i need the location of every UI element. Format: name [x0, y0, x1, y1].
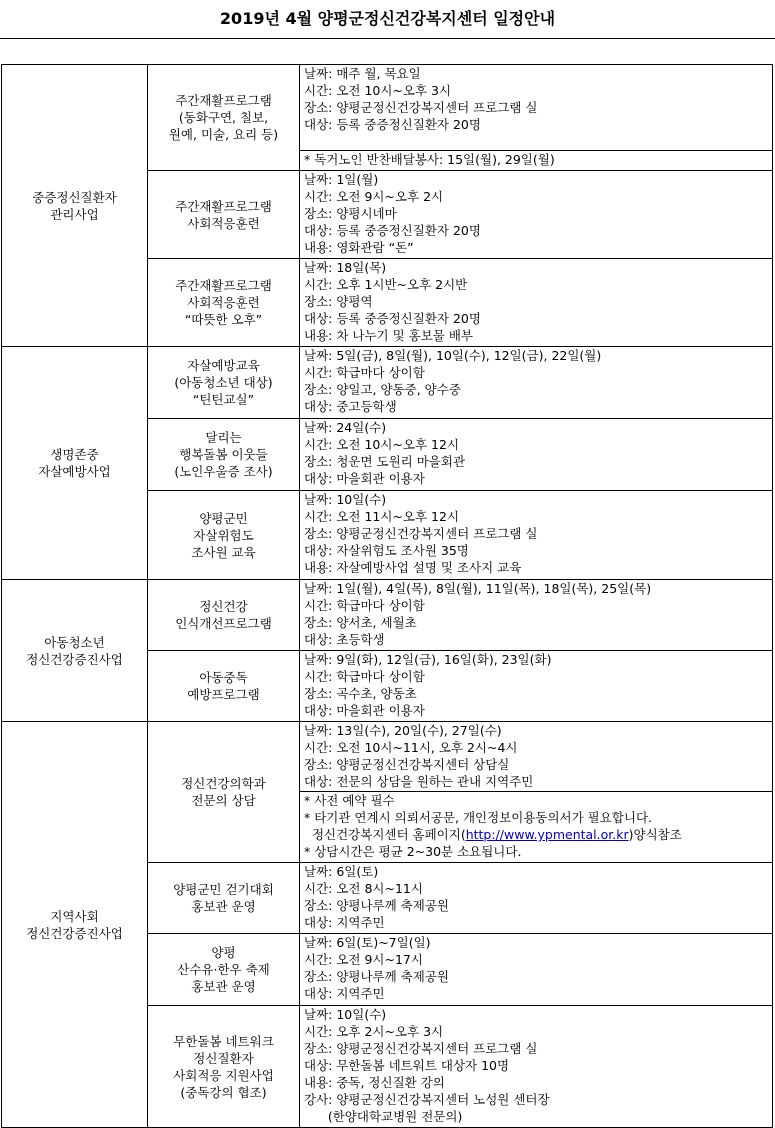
- detail-line: 대상: 무한돌봄 네트워트 대상자 10명: [304, 1058, 510, 1073]
- detail-line: 시간: 오전 10시~오후 3시: [304, 83, 452, 98]
- program-name-line: 조사원 교육: [191, 544, 256, 560]
- program-name-line: 양평군민 걷기대회: [173, 882, 274, 897]
- program-name-line: 전문의 상담: [191, 793, 256, 808]
- detail-line: 시간: 오전 8시~11시: [304, 881, 423, 896]
- note-text: )양식참조: [628, 827, 682, 842]
- program-name-line: 원예, 미술, 요리 등): [168, 127, 279, 142]
- detail-line: 날짜: 5일(금), 8일(월), 10일(수), 12일(금), 22일(월): [304, 348, 602, 363]
- program-name-cell: [148, 347, 300, 419]
- detail-line: 대상: 마을회관 이용자: [304, 471, 425, 486]
- program-name-line: 양평군민: [199, 510, 248, 526]
- detail-line: 장소: 양평군정신건강복지센터 프로그램 실: [304, 100, 538, 115]
- note-line: * 사전 예약 필수: [304, 793, 395, 808]
- detail-line: 대상: 등록 중증정신질환자 20명: [304, 311, 481, 326]
- table-row: [2, 65, 773, 151]
- program-details-cell: [300, 934, 773, 1006]
- detail-line: 시간: 오후 1시반~오후 2시반: [304, 277, 468, 292]
- program-name-line: “틴틴교실”: [192, 392, 255, 407]
- program-name-line: 행복돌봄 이웃들: [179, 447, 268, 462]
- detail-line: 날짜: 13일(수), 20일(수), 27일(수): [304, 723, 502, 738]
- program-details-cell: [300, 65, 773, 151]
- program-name-line: 주간재활프로그램: [175, 93, 272, 108]
- detail-line: 내용: 중독, 정신질환 강의: [304, 1075, 445, 1090]
- program-details-cell: [300, 259, 773, 347]
- program-name-line: (아동청소년 대상): [174, 375, 273, 390]
- program-name-line: “따뜻한 오후”: [184, 312, 263, 327]
- program-name-line: 정신질환자: [193, 1050, 254, 1066]
- program-name-line: 아동중독: [199, 670, 248, 685]
- program-name-cell: [148, 65, 300, 171]
- program-name-line: 홍보관 운영: [191, 979, 256, 994]
- detail-line: 날짜: 10일(수): [304, 492, 387, 507]
- detail-line: 장소: 양평나루께 축제공원: [304, 969, 449, 984]
- detail-line: 대상: 지역주민: [304, 986, 385, 1001]
- detail-line: 대상: 등록 중증정신질환자 20명: [304, 223, 481, 238]
- program-notes-cell: [300, 792, 773, 863]
- program-name-line: 무한돌봄 네트워크: [173, 1033, 274, 1049]
- detail-line: 날짜: 18일(목): [304, 260, 387, 275]
- detail-line: 시간: 오전 9시~17시: [304, 952, 423, 967]
- detail-line: 날짜: 매주 월, 목요일: [304, 66, 421, 81]
- program-name-line: 사회적응 지원사업: [173, 1067, 274, 1083]
- program-notes-cell: [300, 151, 773, 171]
- homepage-link[interactable]: http://www.ypmental.or.kr: [465, 827, 629, 842]
- detail-line: 내용: 자살예방사업 설명 및 조사지 교육: [304, 560, 522, 575]
- program-name-cell: [148, 934, 300, 1006]
- note-line: * 타기관 연계시 의뢰서공문, 개인정보이용동의서가 필요합니다.: [304, 810, 653, 825]
- program-name-cell: [148, 580, 300, 651]
- program-name-line: 달리는: [205, 430, 242, 445]
- program-name-line: 주간재활프로그램: [175, 198, 272, 214]
- program-name-cell: [148, 863, 300, 934]
- detail-line: 시간: 오전 10시~오후 12시: [304, 437, 460, 452]
- program-details-cell: [300, 863, 773, 934]
- program-name-line: 사회적응훈련: [187, 215, 260, 231]
- program-details-cell: [300, 1006, 773, 1128]
- program-name-cell: [148, 491, 300, 580]
- schedule-table: [1, 64, 773, 1128]
- program-name-line: (중독강의 협조): [180, 1084, 267, 1100]
- table-row: [2, 722, 773, 792]
- detail-line: 시간: 오전 9시~오후 2시: [304, 189, 444, 204]
- detail-line: (한양대학교병원 전문의): [304, 1109, 463, 1124]
- program-name-cell: [148, 259, 300, 347]
- program-name-line: 자살위험도: [193, 527, 254, 543]
- detail-line: 장소: 청운면 도원리 마을회관: [304, 454, 466, 469]
- category-label: 생명존중: [50, 447, 99, 462]
- detail-line: 시간: 학급마다 상이함: [304, 598, 425, 613]
- program-details-cell: [300, 491, 773, 580]
- program-name-line: 정신건강의학과: [181, 776, 266, 791]
- category-cell: [2, 580, 148, 722]
- detail-line: 강사: 양평군정신건강복지센터 노성원 센터장: [304, 1092, 550, 1107]
- detail-line: 장소: 양평군정신건강복지센터 프로그램 실: [304, 1041, 538, 1056]
- detail-line: 시간: 학급마다 상이함: [304, 669, 425, 684]
- detail-line: 날짜: 1일(월), 4일(목), 8일(월), 11일(목), 18일(목), 25일(목): [304, 581, 652, 596]
- category-label: 정신건강증진사업: [26, 651, 123, 667]
- category-label: 아동청소년: [44, 634, 105, 650]
- detail-line: 대상: 등록 중증정신질환자 20명: [304, 117, 481, 132]
- detail-line: 대상: 초등학생: [304, 632, 385, 647]
- program-name-line: 산수유·한우 축제: [177, 962, 270, 977]
- detail-line: 장소: 양서초, 세월초: [304, 615, 417, 630]
- program-name-line: 자살예방교육: [187, 358, 260, 373]
- note-line: * 상담시간은 평균 2~30분 소요됩니다.: [304, 844, 522, 859]
- detail-line: 날짜: 1일(월): [304, 172, 379, 187]
- detail-line: 대상: 중고등학생: [304, 399, 397, 414]
- program-name-line: 인식개선프로그램: [175, 616, 272, 631]
- program-name-cell: [148, 171, 300, 259]
- detail-line: 시간: 학급마다 상이함: [304, 365, 425, 380]
- program-name-line: 주간재활프로그램: [175, 278, 272, 293]
- detail-line: 장소: 곡수초, 양동초: [304, 686, 417, 701]
- detail-line: 대상: 마을회관 이용자: [304, 703, 425, 718]
- category-label: 지역사회: [50, 908, 99, 924]
- detail-line: 시간: 오전 11시~오후 12시: [304, 509, 460, 524]
- detail-line: 날짜: 6일(토): [304, 864, 379, 879]
- page-title: 2019년 4월 양평군정신건강복지센터 일정안내: [0, 0, 775, 39]
- program-details-cell: [300, 347, 773, 419]
- note-text: 정신건강복지센터 홈페이지(: [304, 827, 466, 842]
- program-name-cell: [148, 1006, 300, 1128]
- program-name-cell: [148, 722, 300, 863]
- program-details-cell: [300, 580, 773, 651]
- detail-line: 대상: 지역주민: [304, 915, 385, 930]
- detail-line: 장소: 양평역: [304, 294, 373, 309]
- detail-line: 내용: 영화관람 “돈”: [304, 240, 414, 255]
- detail-line: 장소: 양평군정신건강복지센터 상담실: [304, 757, 510, 772]
- detail-line: 날짜: 9일(화), 12일(금), 16일(화), 23일(화): [304, 652, 552, 667]
- note-line: [304, 826, 770, 843]
- detail-line: 내용: 차 나누기 및 홍보물 배부: [304, 328, 473, 343]
- detail-line: 장소: 양평나루께 축제공원: [304, 898, 449, 913]
- category-label: 정신건강증진사업: [26, 925, 123, 941]
- detail-line: 장소: 양평군정신건강복지센터 프로그램 실: [304, 526, 538, 541]
- program-name-line: 예방프로그램: [187, 687, 260, 702]
- program-details-cell: [300, 419, 773, 491]
- program-name-line: 정신건강: [199, 599, 248, 614]
- program-name-cell: [148, 651, 300, 722]
- category-cell: [2, 722, 148, 1128]
- category-label: 자살예방사업: [38, 464, 111, 479]
- detail-line: 장소: 양평시네마: [304, 206, 397, 221]
- detail-line: 대상: 자살위험도 조사원 35명: [304, 543, 469, 558]
- table-row: [2, 580, 773, 651]
- detail-line: 장소: 양일고, 양동중, 양수중: [304, 382, 461, 397]
- detail-line: 대상: 전문의 상담을 원하는 관내 지역주민: [304, 774, 534, 789]
- program-name-cell: [148, 419, 300, 491]
- program-name-line: 양평: [211, 945, 236, 960]
- detail-line: 날짜: 24일(수): [304, 420, 387, 435]
- detail-line: 시간: 오전 10시~11시, 오후 2시~4시: [304, 740, 518, 755]
- table-row: [2, 347, 773, 419]
- category-label: 중증정신질환자: [32, 189, 117, 205]
- program-name-line: 사회적응훈련: [187, 295, 260, 310]
- program-details-cell: [300, 722, 773, 792]
- program-details-cell: [300, 651, 773, 722]
- program-name-line: (노인우울증 조사): [174, 464, 273, 479]
- detail-line: 시간: 오후 2시~오후 3시: [304, 1024, 444, 1039]
- program-name-line: 홍보관 운영: [191, 899, 256, 914]
- detail-line: 날짜: 10일(수): [304, 1007, 387, 1022]
- program-name-line: (동화구연, 칠보,: [178, 110, 269, 125]
- note-line: * 독거노인 반찬배달봉사: 15일(월), 29일(월): [304, 152, 555, 167]
- program-details-cell: [300, 171, 773, 259]
- category-label: 관리사업: [50, 206, 99, 222]
- category-cell: [2, 347, 148, 580]
- category-cell: [2, 65, 148, 347]
- detail-line: 날짜: 6일(토)~7일(일): [304, 935, 431, 950]
